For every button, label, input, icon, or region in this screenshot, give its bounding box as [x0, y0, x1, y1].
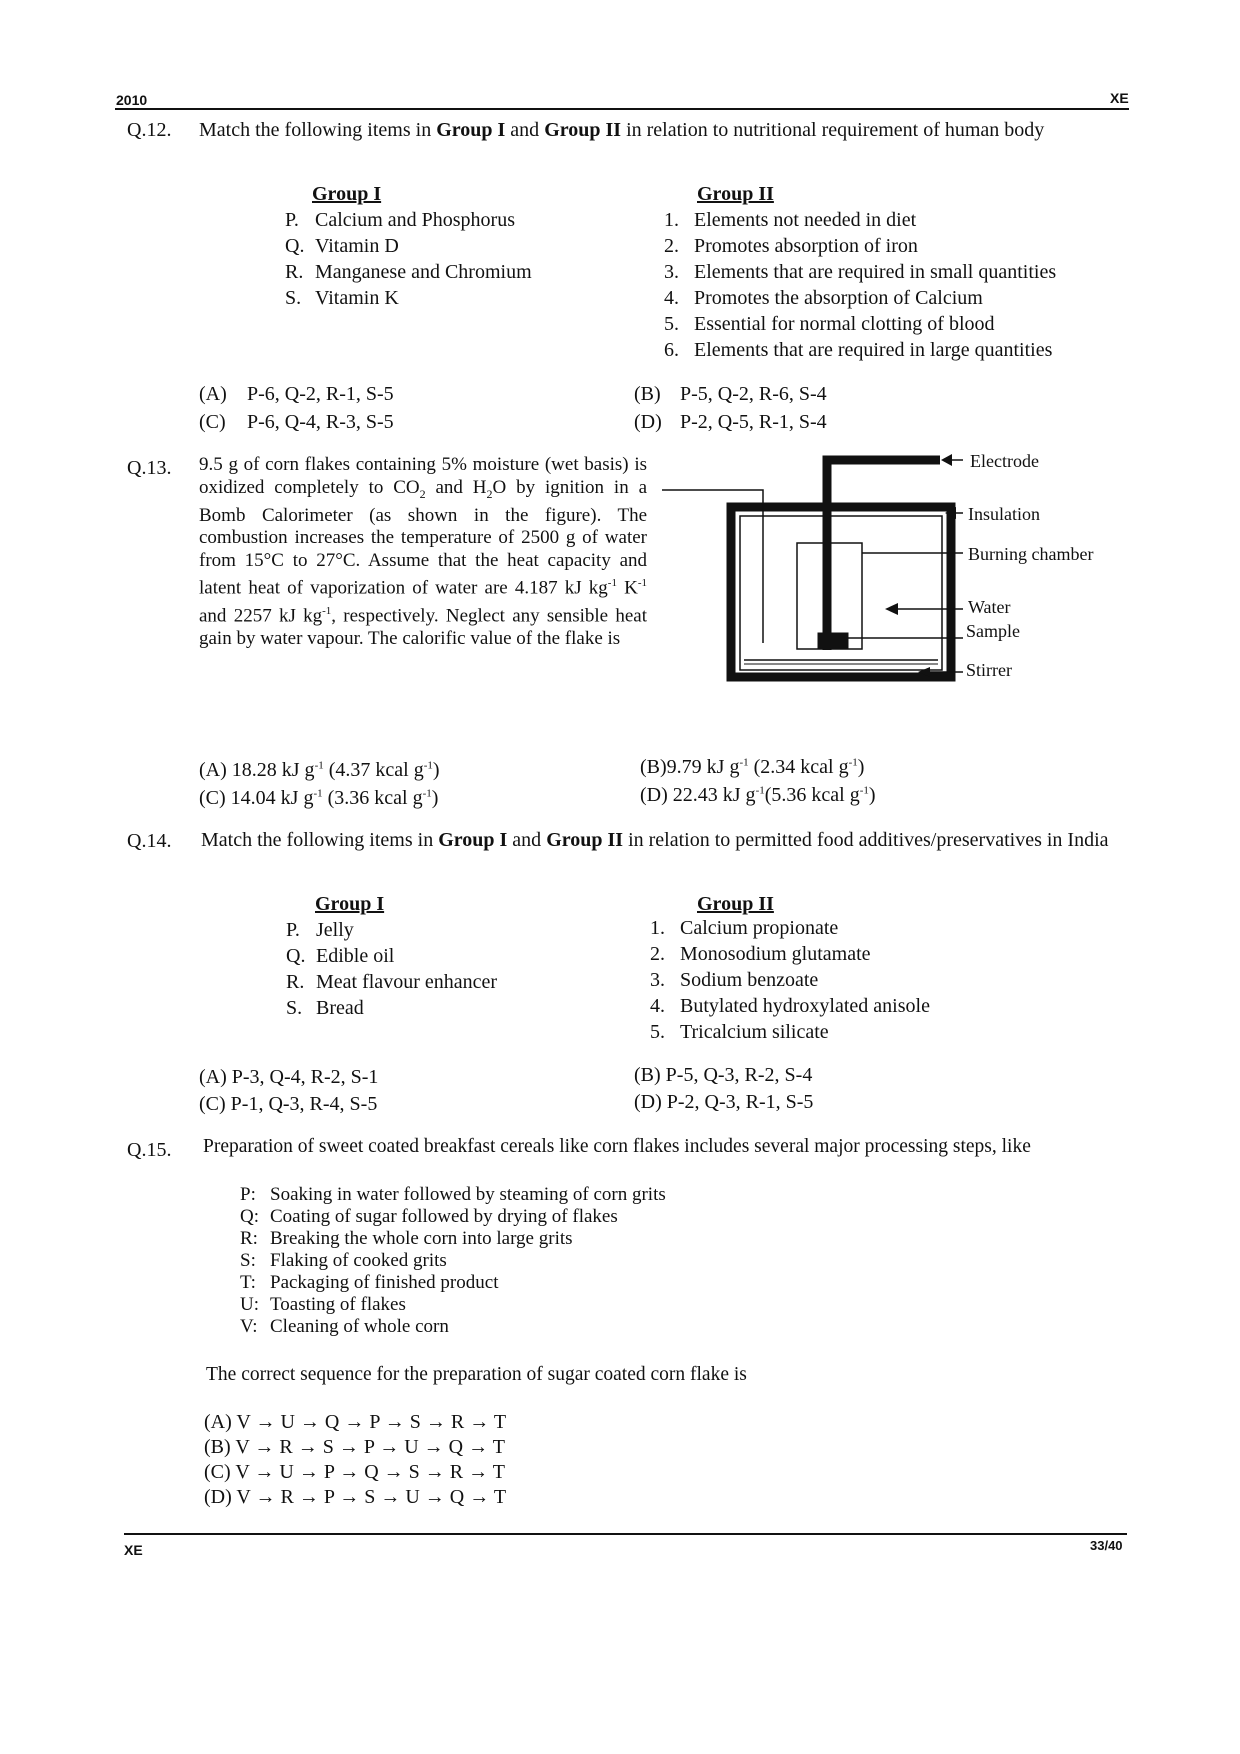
- q15-step: P: Soaking in water followed by steaming of corn grits: [240, 1184, 666, 1205]
- q14-group1-item: P. Jelly: [286, 919, 354, 941]
- q14-group2-item: 2. Monosodium glutamate: [650, 943, 871, 965]
- q15-option-c[interactable]: (C) V → U → P → Q → S → R → T: [204, 1461, 505, 1483]
- q14-group2-item: 1. Calcium propionate: [650, 917, 839, 939]
- q15-option-d[interactable]: (D) V → R → P → S → U → Q → T: [204, 1486, 507, 1508]
- q14-option-d[interactable]: (D) P-2, Q-3, R-1, S-5: [634, 1091, 814, 1113]
- q14-group1-item: R. Meat flavour enhancer: [286, 971, 498, 993]
- q12-option-a[interactable]: (A) P-6, Q-2, R-1, S-5: [199, 383, 394, 405]
- q12-option-b[interactable]: (B) P-5, Q-2, R-6, S-4: [634, 383, 827, 405]
- q12-group2-item: 5. Essential for normal clotting of blood: [664, 313, 995, 335]
- q14-group1-title: Group I: [315, 893, 385, 915]
- footer-rule: [124, 1533, 1127, 1535]
- q13-option-a[interactable]: (A) 18.28 kJ $g^{-1}$ (4.37 kcal $g^{-1}$): [199, 759, 440, 781]
- q14-option-b[interactable]: (B) P-5, Q-3, R-2, S-4: [634, 1064, 813, 1086]
- q12-option-d[interactable]: (D) P-2, Q-5, R-1, S-4: [634, 411, 827, 433]
- q15-step: Q: Coating of sugar followed by drying of flakes: [240, 1206, 618, 1227]
- q15-number: Q.15.: [127, 1139, 172, 1161]
- q13-option-b[interactable]: (B)9.79 kJ $g^{-1}$ (2.34 kcal $g^{-1}$): [640, 756, 865, 778]
- q14-prompt: Match the following items in Group I and Group II in relation to permitted food additives/preservatives in India: [201, 829, 1109, 851]
- q13-number: Q.13.: [127, 457, 172, 479]
- q12-group2-item: 4. Promotes the absorption of Calcium: [664, 287, 983, 309]
- q13-option-d[interactable]: (D) 22.43 kJ $g^{-1}(5.36$ kcal $g^{-1}$): [640, 784, 876, 806]
- electrode-wire: [662, 490, 763, 643]
- q15-prompt: Preparation of sweet coated breakfast cereals like corn flakes includes several major processing steps, like: [203, 1136, 1031, 1157]
- q12-group1-item: Q. Vitamin D: [285, 235, 399, 257]
- q15-option-b[interactable]: (B) V → R → S → P → U → Q → T: [204, 1436, 505, 1458]
- q14-group2-item: 3. Sodium benzoate: [650, 969, 819, 991]
- q12-group2-item: 3. Elements that are required in small quantities: [664, 261, 1057, 283]
- bomb-calorimeter-diagram: [660, 450, 1120, 710]
- header-rule: [115, 108, 1129, 110]
- q14-group2-title: Group II: [697, 893, 774, 915]
- q12-prompt: Match the following items in Group I and Group II in relation to nutritional requirement of human body: [199, 119, 1045, 141]
- label-stirrer: Stirrer: [966, 660, 1012, 680]
- sample: [818, 633, 848, 649]
- label-sample: Sample: [966, 621, 1020, 641]
- q12-group2-item: 2. Promotes absorption of iron: [664, 235, 918, 257]
- q13-option-c[interactable]: (C) 14.04 kJ $g^{-1}$ (3.36 kcal $g^{-1}$): [199, 787, 439, 809]
- q14-group2-item: 5. Tricalcium silicate: [650, 1021, 829, 1043]
- q14-option-c[interactable]: (C) P-1, Q-3, R-4, S-5: [199, 1093, 378, 1115]
- q12-option-c[interactable]: (C) P-6, Q-4, R-3, S-5: [199, 411, 394, 433]
- q15-step: T: Packaging of finished product: [240, 1272, 499, 1293]
- electrode: [827, 460, 940, 650]
- label-electrode: Electrode: [970, 451, 1039, 471]
- arrow-head: [941, 454, 952, 466]
- arrow-head: [885, 603, 898, 615]
- q15-step: R: Breaking the whole corn into large grits: [240, 1228, 573, 1249]
- q15-option-a[interactable]: (A) V → U → Q → P → S → R → T: [204, 1411, 507, 1433]
- header-year: 2010: [116, 92, 148, 108]
- q14-number: Q.14.: [127, 830, 172, 852]
- q12-number: Q.12.: [127, 119, 172, 141]
- q12-group2-item: 6. Elements that are required in large quantities: [664, 339, 1053, 361]
- q12-group2-item: 1. Elements not needed in diet: [664, 209, 917, 231]
- insulation-wall: [731, 507, 951, 677]
- q12-group2-title: Group II: [697, 183, 774, 205]
- q14-group1-item: S. Bread: [286, 997, 364, 1019]
- label-insulation: Insulation: [968, 504, 1040, 524]
- label-water: Water: [968, 597, 1011, 617]
- q14-option-a[interactable]: (A) P-3, Q-4, R-2, S-1: [199, 1066, 379, 1088]
- q12-group1-title: Group I: [312, 183, 382, 205]
- q15-question: The correct sequence for the preparation of sugar coated corn flake is: [206, 1364, 747, 1385]
- q15-step: V: Cleaning of whole corn: [240, 1316, 449, 1337]
- q13-text: 9.5 g of corn flakes containing 5% moisture (wet basis) is oxidized completely to $CO_2$ and $H_2O$ by ignition in a Bomb Calorimeter (as shown in the figure). The combustion increases the temperature of 2500 g of water from 15°C to 27°C. Assume that the heat capacity and latent heat of vaporization of water are 4.187 kJ $kg^{-1}$ $K^{-1}$ and 2257 kJ $kg^{-1}$, respectively. Neglect any sensible heat gain by water vapour. The calorific value of the flake is: [199, 454, 647, 649]
- q12-group1-item: P. Calcium and Phosphorus: [285, 209, 515, 231]
- q15-step: U: Toasting of flakes: [240, 1294, 406, 1315]
- header-code: XE: [1110, 90, 1129, 106]
- footer-page-number: 33/40: [1090, 1538, 1123, 1553]
- label-burning-chamber: Burning chamber: [968, 544, 1094, 564]
- q14-group1-item: Q. Edible oil: [286, 945, 395, 967]
- q12-group1-item: S. Vitamin K: [285, 287, 399, 309]
- q14-group2-item: 4. Butylated hydroxylated anisole: [650, 995, 930, 1017]
- q12-group1-item: R. Manganese and Chromium: [285, 261, 532, 283]
- q15-step: S: Flaking of cooked grits: [240, 1250, 447, 1271]
- footer-code: XE: [124, 1542, 143, 1558]
